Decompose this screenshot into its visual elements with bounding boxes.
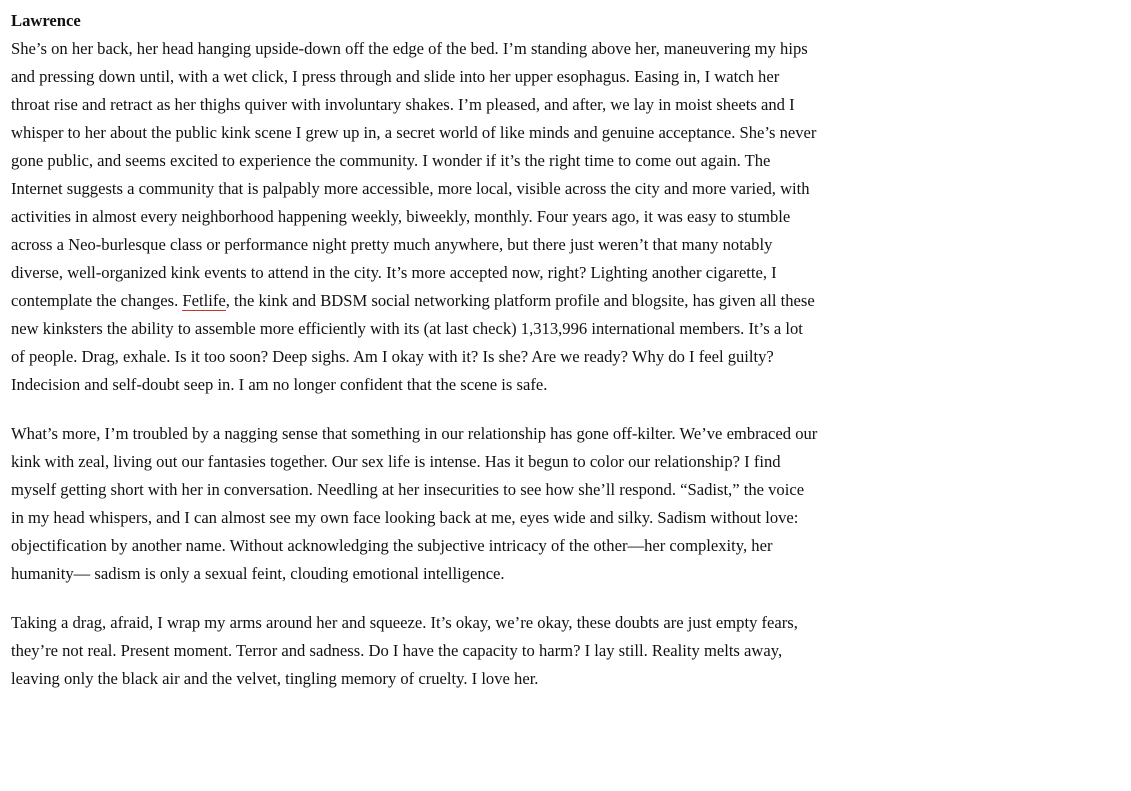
paragraph-1 (11, 35, 819, 399)
article-heading: Lawrence (11, 11, 81, 30)
paragraph-2: What’s more, I’m troubled by a nagging sense that something in our relationship has gone off-kilter. We’ve embraced our kink with zeal, living out our fantasies together. Our sex life is intense. Has it begun to color our relationship? I find myself getting short with her in conversation. Needling at her insecurities to see how she’ll respond. “Sadist,” the voice in my head whispers, and I can almost see my own face looking back at me, eyes wide and silky. Sadism without love: objectification by another name. Without acknowledging the subjective intricacy of the other—her complexity, her humanity— sadism is only a sexual feint, clouding emotional intelligence. (11, 424, 818, 583)
fetlife-link[interactable]: Fetlife (182, 291, 226, 310)
article (11, 7, 819, 693)
paragraph-1-text-before-link: She’s on her back, her head hanging upside-down off the edge of the bed. I’m standing above her, maneuvering my hips and pressing down until, with a wet click, I press through and slide into her upper esophagus. Easing in, I watch her throat rise and retract as her thighs quiver with involuntary shakes. I’m pleased, and after, we lay in moist sheets and I whisper to her about the public kink scene I grew up in, a secret world of like minds and genuine acceptance. She’s never gone public, and seems excited to experience the community. I wonder if it’s the right time to come out again. The Internet suggests a community that is palpably more accessible, more local, visible across the city and more varied, with activities in almost every neighborhood happening weekly, biweekly, monthly. Four years ago, it was easy to stumble across a Neo-burlesque class or performance night pretty much anywhere, but there just weren’t that many notably diverse, well-organized kink events to attend in the city. It’s more accepted now, right? Lighting another cigarette, I contemplate the changes. (11, 39, 817, 310)
paragraph-3: Taking a drag, afraid, I wrap my arms around her and squeeze. It’s okay, we’re okay, these doubts are just empty fears, they’re not real. Present moment. Terror and sadness. Do I have the capacity to harm? I lay still. Reality melts away, leaving only the black air and the velvet, tingling memory of cruelty. I love her. (11, 613, 798, 688)
paragraph-1-text-after-link: , the kink and BDSM social networking platform profile and blogsite, has given all these new kinksters the ability to assemble more efficiently with its (at last check) 1,313,996 international members. It’s a lot of people. Drag, exhale. Is it too soon? Deep sighs. Am I okay with it? Is she? Are we ready? Why do I feel guilty? Indecision and self-doubt seep in. I am no longer confident that the scene is safe. (11, 291, 815, 394)
